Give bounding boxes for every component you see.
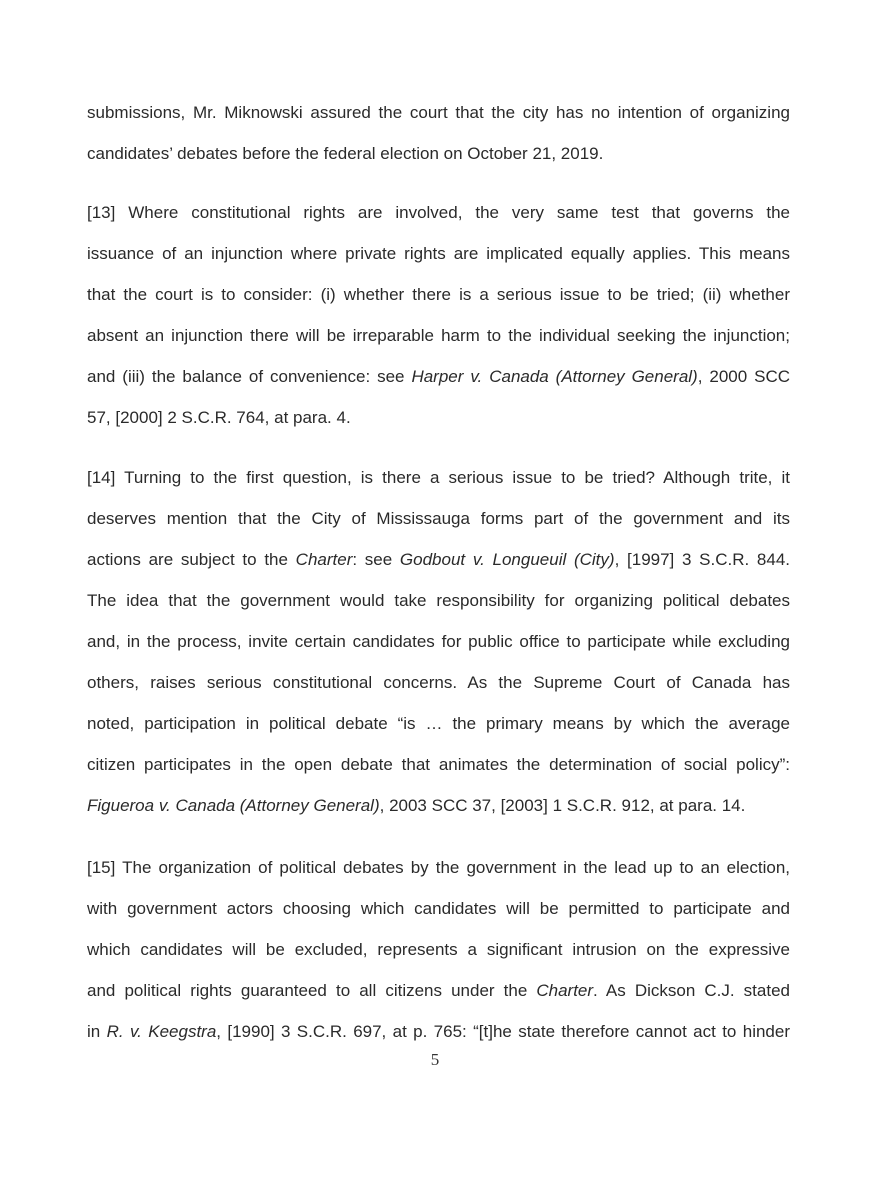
paragraph-15 [87,847,790,1052]
text-line: that the court is to consider: (i) whether there is a serious issue to be tried; (ii) whether [87,285,790,304]
text-line: and political rights guaranteed to all citizens under the Charter. As Dickson C.J. stated [87,981,790,1000]
paragraph-13 [87,192,790,438]
paragraph-continuation [87,92,790,174]
text-line: and (iii) the balance of convenience: see Harper v. Canada (Attorney General), 2000 SCC [87,367,790,386]
text-line: with government actors choosing which candidates will be permitted to participate and [87,899,790,918]
text-line: and, in the process, invite certain candidates for public office to participate while excluding [87,632,790,651]
text-line: noted, participation in political debate “is … the primary means by which the average [87,714,790,733]
text-line: The idea that the government would take responsibility for organizing political debates [87,591,790,610]
text-line: [13] Where constitutional rights are involved, the very same test that governs the [87,203,790,222]
text-line: 57, [2000] 2 S.C.R. 764, at para. 4. [87,408,351,427]
text-line: Figueroa v. Canada (Attorney General), 2003 SCC 37, [2003] 1 S.C.R. 912, at para. 14. [87,796,746,815]
text-line: citizen participates in the open debate that animates the determination of social policy”: [87,755,790,774]
text-line: issuance of an injunction where private rights are implicated equally applies. This means [87,244,790,263]
text-line: in R. v. Keegstra, [1990] 3 S.C.R. 697, at p. 765: “[t]he state therefore cannot act to hinder [87,1022,790,1041]
text-line: others, raises serious constitutional concerns. As the Supreme Court of Canada has [87,673,790,692]
text-line: which candidates will be excluded, represents a significant intrusion on the expressive [87,940,790,959]
text-line: [14] Turning to the first question, is there a serious issue to be tried? Although trite, it [87,468,790,487]
paragraph-14 [87,457,790,826]
text-line: absent an injunction there will be irreparable harm to the individual seeking the injunction; [87,326,790,345]
text-line: candidates’ debates before the federal election on October 21, 2019. [87,144,604,163]
text-line: submissions, Mr. Miknowski assured the court that the city has no intention of organizing [87,103,790,122]
text-line: [15] The organization of political debates by the government in the lead up to an election, [87,858,790,877]
text-line: deserves mention that the City of Mississauga forms part of the government and its [87,509,790,528]
text-line: actions are subject to the Charter: see Godbout v. Longueuil (City), [1997] 3 S.C.R. 844. [87,550,791,569]
page-number: 5 [430,1050,440,1069]
